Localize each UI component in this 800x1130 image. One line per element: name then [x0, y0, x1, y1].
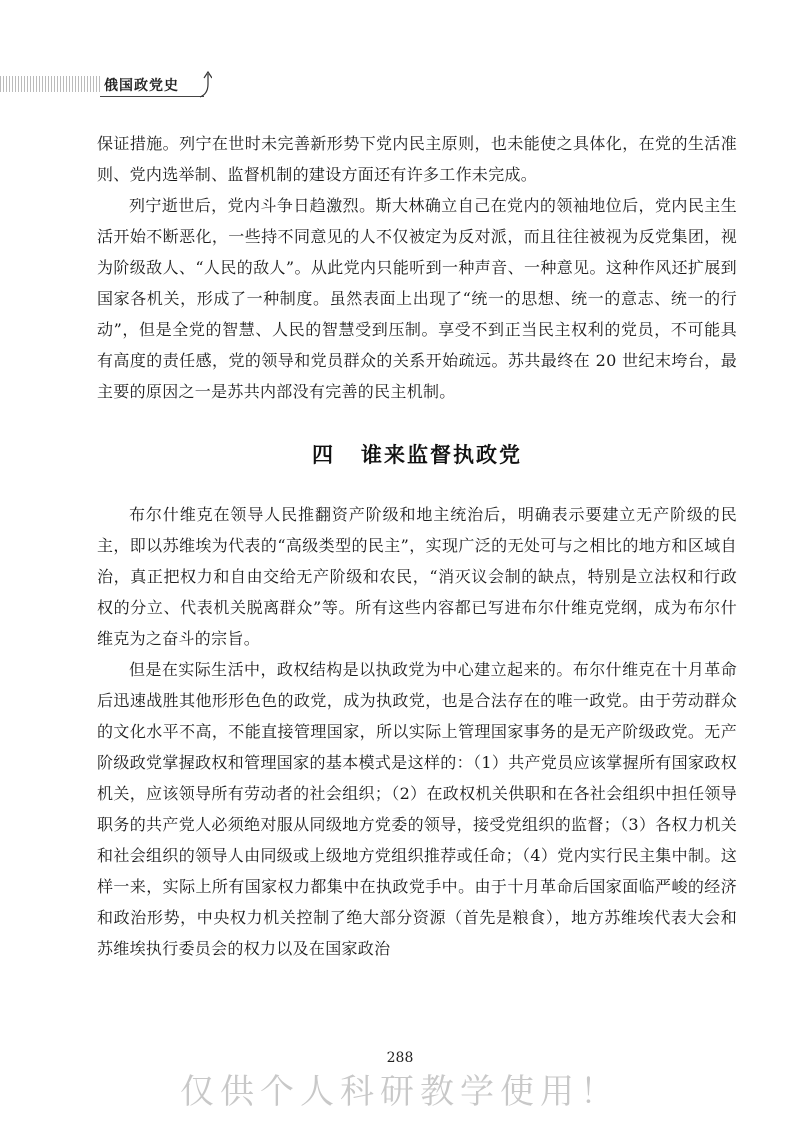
running-header	[0, 68, 215, 100]
running-header-title: 俄国政党史	[104, 78, 179, 94]
section-title: 谁来监督执政党	[361, 443, 522, 467]
paragraph-1: 保证措施。列宁在世时未完善新形势下党内民主原则，也未能使之具体化，在党的生活准则、党内选举制、监督机制的建设方面还有许多工作未完成。	[97, 134, 737, 184]
section-heading	[97, 439, 737, 469]
paragraph-3: 布尔什维克在领导人民推翻资产阶级和地主统治后，明确表示要建立无产阶级的民主，即以苏维埃为代表的“高级类型的民主”，实现广泛的无处可与之相比的地方和区域自治，真正把权力和自由交给无产阶级和农民，“消灭议会制的缺点，特别是立法权和行政权的分立、代表机关脱离群众”等。所有这些内容都已写进布尔什维克党纲，成为布尔什维克为之奋斗的宗旨。	[97, 505, 737, 648]
paragraph-2: 列宁逝世后，党内斗争日趋激烈。斯大林确立自己在党内的领袖地位后，党内民主生活开始不断恶化，一些持不同意见的人不仅被定为反对派，而且往往被视为反党集团，视为阶级敌人、“人民的敌人”。从此党内只能听到一种声音、一种意见。这种作风还扩展到国家各机关，形成了一种制度。虽然表面上出现了“统一的思想、统一的意志、统一的行动”，但是全党的智慧、人民的智慧受到压制。享受不到正当民主权利的党员，不可能具有高度的责任感，党的领导和党员群众的关系开始疏远。苏共最终在 20 世纪末垮台，最主要的原因之一是苏共内部没有完善的民主机制。	[97, 196, 737, 401]
paragraph-4: 但是在实际生活中，政权结构是以执政党为中心建立起来的。布尔什维克在十月革命后迅速战胜其他形形色色的政党，成为执政党，也是合法存在的唯一政党。由于劳动群众的文化水平不高，不能直接管理国家，所以实际上管理国家事务的是无产阶级政党。无产阶级政党掌握政权和管理国家的基本模式是这样的：（1）共产党员应该掌握所有国家政权机关，应该领导所有劳动者的社会组织；（2）在政权机关供职和在各社会组织中担任领导职务的共产党人必须绝对服从同级地方党委的领导，接受党组织的监督；（3）各权力机关和社会组织的领导人由同级或上级地方党组织推荐或任命；（4）党内实行民主集中制。这样一来，实际上所有国家权力都集中在执政党手中。由于十月革命后国家面临严峻的经济和政治形势，中央权力机关控制了绝大部分资源（首先是粮食），地方苏维埃代表大会和苏维埃执行委员会的权力以及在国家政治	[97, 660, 737, 958]
header-arrow-icon	[196, 70, 212, 98]
header-underline	[100, 96, 204, 97]
page-body	[97, 128, 737, 964]
watermark-text: 仅供个人科研教学使用！	[180, 1072, 620, 1112]
section-number: 四	[312, 443, 335, 467]
header-hatch-decoration	[0, 76, 100, 92]
page-number: 288	[386, 1050, 414, 1066]
